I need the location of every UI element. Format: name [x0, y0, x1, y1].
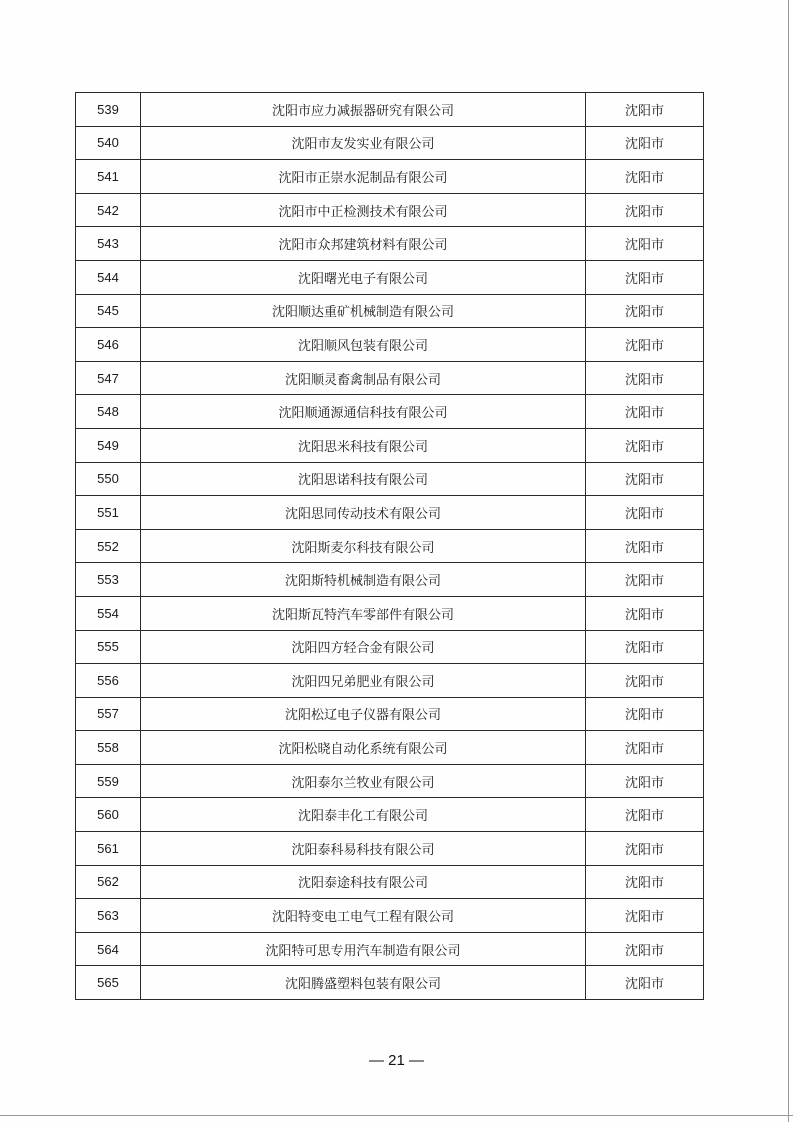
company-name: 沈阳特变电工电气工程有限公司	[141, 899, 586, 933]
table-row	[76, 395, 704, 429]
table-row	[76, 764, 704, 798]
table-row	[76, 328, 704, 362]
city-name: 沈阳市	[586, 260, 704, 294]
row-number: 552	[76, 529, 141, 563]
row-number: 565	[76, 966, 141, 1000]
company-name: 沈阳斯特机械制造有限公司	[141, 563, 586, 597]
company-name: 沈阳泰尔兰牧业有限公司	[141, 764, 586, 798]
company-name: 沈阳顺风包装有限公司	[141, 328, 586, 362]
table-row	[76, 529, 704, 563]
table-row	[76, 664, 704, 698]
row-number: 557	[76, 697, 141, 731]
row-number: 556	[76, 664, 141, 698]
company-name: 沈阳市应力减振器研究有限公司	[141, 93, 586, 127]
city-name: 沈阳市	[586, 798, 704, 832]
city-name: 沈阳市	[586, 328, 704, 362]
city-name: 沈阳市	[586, 596, 704, 630]
row-number: 555	[76, 630, 141, 664]
company-name: 沈阳泰途科技有限公司	[141, 865, 586, 899]
row-number: 540	[76, 126, 141, 160]
table-row	[76, 126, 704, 160]
row-number: 548	[76, 395, 141, 429]
company-name: 沈阳市众邦建筑材料有限公司	[141, 227, 586, 261]
company-name: 沈阳曙光电子有限公司	[141, 260, 586, 294]
city-name: 沈阳市	[586, 93, 704, 127]
city-name: 沈阳市	[586, 496, 704, 530]
city-name: 沈阳市	[586, 428, 704, 462]
city-name: 沈阳市	[586, 227, 704, 261]
row-number: 561	[76, 832, 141, 866]
table-body	[76, 93, 704, 1000]
company-name: 沈阳泰丰化工有限公司	[141, 798, 586, 832]
city-name: 沈阳市	[586, 193, 704, 227]
row-number: 554	[76, 596, 141, 630]
city-name: 沈阳市	[586, 832, 704, 866]
row-number: 563	[76, 899, 141, 933]
row-number: 551	[76, 496, 141, 530]
city-name: 沈阳市	[586, 630, 704, 664]
company-name: 沈阳市正崇水泥制品有限公司	[141, 160, 586, 194]
company-name: 沈阳思米科技有限公司	[141, 428, 586, 462]
table-row	[76, 630, 704, 664]
table-row	[76, 865, 704, 899]
row-number: 539	[76, 93, 141, 127]
company-name: 沈阳顺灵畜禽制品有限公司	[141, 361, 586, 395]
row-number: 542	[76, 193, 141, 227]
row-number: 541	[76, 160, 141, 194]
company-name: 沈阳泰科易科技有限公司	[141, 832, 586, 866]
table-row	[76, 899, 704, 933]
company-name: 沈阳四兄弟肥业有限公司	[141, 664, 586, 698]
table-row	[76, 193, 704, 227]
city-name: 沈阳市	[586, 865, 704, 899]
table-row	[76, 260, 704, 294]
table-row	[76, 832, 704, 866]
row-number: 560	[76, 798, 141, 832]
table-row	[76, 361, 704, 395]
company-name: 沈阳腾盛塑料包装有限公司	[141, 966, 586, 1000]
city-name: 沈阳市	[586, 126, 704, 160]
table-row	[76, 160, 704, 194]
row-number: 546	[76, 328, 141, 362]
city-name: 沈阳市	[586, 294, 704, 328]
row-number: 544	[76, 260, 141, 294]
city-name: 沈阳市	[586, 563, 704, 597]
city-name: 沈阳市	[586, 361, 704, 395]
scan-edge-bottom	[0, 1115, 793, 1116]
row-number: 547	[76, 361, 141, 395]
company-name: 沈阳思诺科技有限公司	[141, 462, 586, 496]
table-row	[76, 798, 704, 832]
company-name: 沈阳市友发实业有限公司	[141, 126, 586, 160]
company-name: 沈阳顺达重矿机械制造有限公司	[141, 294, 586, 328]
company-name: 沈阳市中正检测技术有限公司	[141, 193, 586, 227]
city-name: 沈阳市	[586, 764, 704, 798]
table-row	[76, 697, 704, 731]
table-row	[76, 93, 704, 127]
city-name: 沈阳市	[586, 462, 704, 496]
city-name: 沈阳市	[586, 697, 704, 731]
table-row	[76, 428, 704, 462]
row-number: 559	[76, 764, 141, 798]
city-name: 沈阳市	[586, 529, 704, 563]
table-row	[76, 596, 704, 630]
company-name: 沈阳四方轻合金有限公司	[141, 630, 586, 664]
city-name: 沈阳市	[586, 932, 704, 966]
city-name: 沈阳市	[586, 395, 704, 429]
table-row	[76, 563, 704, 597]
company-name: 沈阳斯麦尔科技有限公司	[141, 529, 586, 563]
row-number: 553	[76, 563, 141, 597]
scan-edge-right	[788, 0, 789, 1122]
company-list-table	[75, 92, 704, 1000]
city-name: 沈阳市	[586, 160, 704, 194]
company-name: 沈阳特可思专用汽车制造有限公司	[141, 932, 586, 966]
row-number: 562	[76, 865, 141, 899]
table-row	[76, 294, 704, 328]
table-row	[76, 932, 704, 966]
city-name: 沈阳市	[586, 664, 704, 698]
company-name: 沈阳思同传动技术有限公司	[141, 496, 586, 530]
row-number: 564	[76, 932, 141, 966]
table-row	[76, 731, 704, 765]
row-number: 543	[76, 227, 141, 261]
table-row	[76, 462, 704, 496]
company-name: 沈阳斯瓦特汽车零部件有限公司	[141, 596, 586, 630]
city-name: 沈阳市	[586, 899, 704, 933]
city-name: 沈阳市	[586, 731, 704, 765]
city-name: 沈阳市	[586, 966, 704, 1000]
row-number: 558	[76, 731, 141, 765]
row-number: 550	[76, 462, 141, 496]
table-row	[76, 227, 704, 261]
row-number: 549	[76, 428, 141, 462]
table-row	[76, 496, 704, 530]
row-number: 545	[76, 294, 141, 328]
company-name: 沈阳松辽电子仪器有限公司	[141, 697, 586, 731]
company-name: 沈阳顺通源通信科技有限公司	[141, 395, 586, 429]
table-row	[76, 966, 704, 1000]
page-number: — 21 —	[368, 1052, 425, 1069]
company-name: 沈阳松晓自动化系统有限公司	[141, 731, 586, 765]
